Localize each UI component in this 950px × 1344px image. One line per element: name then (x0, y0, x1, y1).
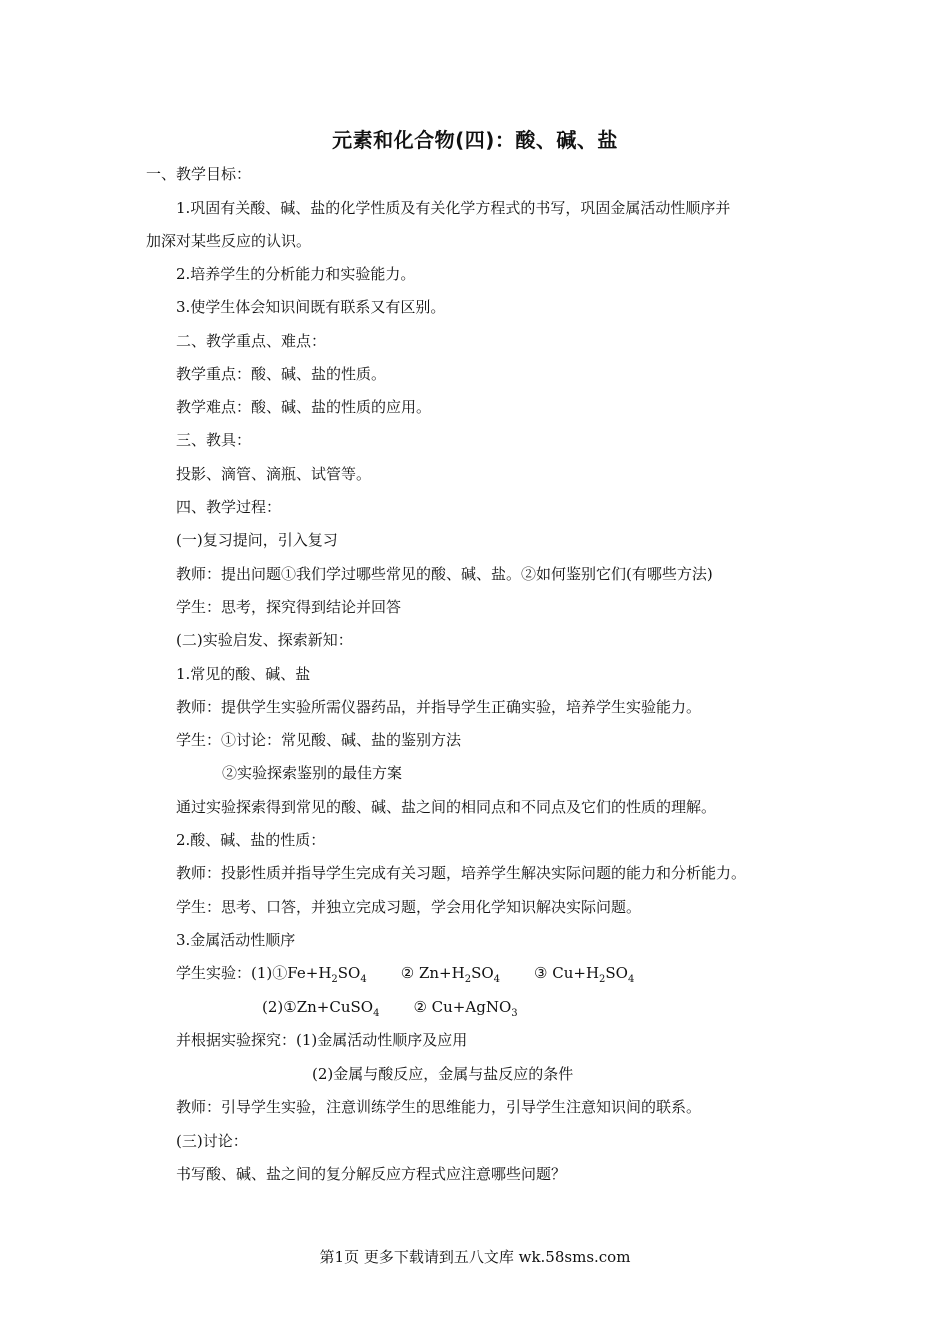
formula: ② Cu+AgNO$_3$ (413, 998, 518, 1019)
paragraph-line: 加深对某些反应的认识。 (146, 232, 312, 250)
experiment-row-prefix: (1) (251, 964, 273, 982)
section-heading-tools: 三、教具： (176, 431, 252, 449)
paragraph-line: 教学难点：酸、碱、盐的性质的应用。 (176, 398, 432, 416)
experiment-row-prefix: (2) (262, 998, 284, 1016)
paragraph-line: 教师：投影性质并指导学生完成有关习题，培养学生解决实际问题的能力和分析能力。 (176, 864, 747, 882)
paragraph-line: 书写酸、碱、盐之间的复分解反应方程式应注意哪些问题？ (176, 1165, 567, 1183)
subsection-heading: (三)讨论： (176, 1132, 248, 1150)
paragraph-line: 3.使学生体会知识间既有联系又有区别。 (176, 298, 446, 316)
section-heading-objectives: 一、教学目标： (146, 165, 252, 183)
paragraph-line: 教师：提供学生实验所需仪器药品，并指导学生正确实验，培养学生实验能力。 (176, 698, 702, 716)
experiment-label: 学生实验： (176, 964, 252, 982)
paragraph-line: 2.酸、碱、盐的性质： (176, 831, 326, 849)
paragraph-line: 3.金属活动性顺序 (176, 931, 296, 949)
paragraph-line: 并根据实验探究：(1)金属活动性顺序及应用 (176, 1031, 468, 1049)
subsection-heading: (一)复习提问，引入复习 (176, 531, 338, 549)
paragraph-line: 学生：思考、口答，并独立完成习题，学会用化学知识解决实际问题。 (176, 898, 642, 916)
paragraph-line: (2)金属与酸反应，金属与盐反应的条件 (312, 1065, 574, 1083)
experiment-row-1 (176, 963, 634, 986)
formula: ② $Zn+H_2SO_4$ (400, 964, 501, 985)
formula: $①Fe+H_2SO_4$ (272, 964, 367, 985)
section-heading-key-points: 二、教学重点、难点： (176, 332, 327, 350)
subsection-heading: (二)实验启发、探索新知： (176, 631, 353, 649)
paragraph-line: 教师：引导学生实验，注意训练学生的思维能力，引导学生注意知识间的联系。 (176, 1098, 702, 1116)
paragraph-line: 投影、滴管、滴瓶、试管等。 (176, 465, 372, 483)
page-footer: 第1页 更多下载请到五八文库 wk.58sms.com (319, 1248, 631, 1266)
formula: ③ $Cu+H_2SO_4$ (534, 964, 635, 985)
paragraph-line: 2.培养学生的分析能力和实验能力。 (176, 265, 416, 283)
paragraph-line: 教师：提出问题①我们学过哪些常见的酸、碱、盐。②如何鉴别它们(有哪些方法) (176, 565, 713, 583)
paragraph-line: 1.常见的酸、碱、盐 (176, 665, 311, 683)
document-title: 元素和化合物(四)：酸、碱、盐 (332, 128, 618, 152)
paragraph-line: ②实验探索鉴别的最佳方案 (222, 764, 403, 782)
experiment-row-2 (262, 997, 518, 1020)
formula: ①Zn+CuSO$_4$ (283, 998, 380, 1019)
paragraph-line: 学生：①讨论：常见酸、碱、盐的鉴别方法 (176, 731, 462, 749)
paragraph-line: 教学重点：酸、碱、盐的性质。 (176, 365, 387, 383)
paragraph-line: 1.巩固有关酸、碱、盐的化学性质及有关化学方程式的书写，巩固金属活动性顺序并 (176, 199, 731, 217)
paragraph-line: 通过实验探索得到常见的酸、碱、盐之间的相同点和不同点及它们的性质的理解。 (176, 798, 717, 816)
paragraph-line: 学生：思考，探究得到结论并回答 (176, 598, 402, 616)
section-heading-process: 四、教学过程： (176, 498, 282, 516)
